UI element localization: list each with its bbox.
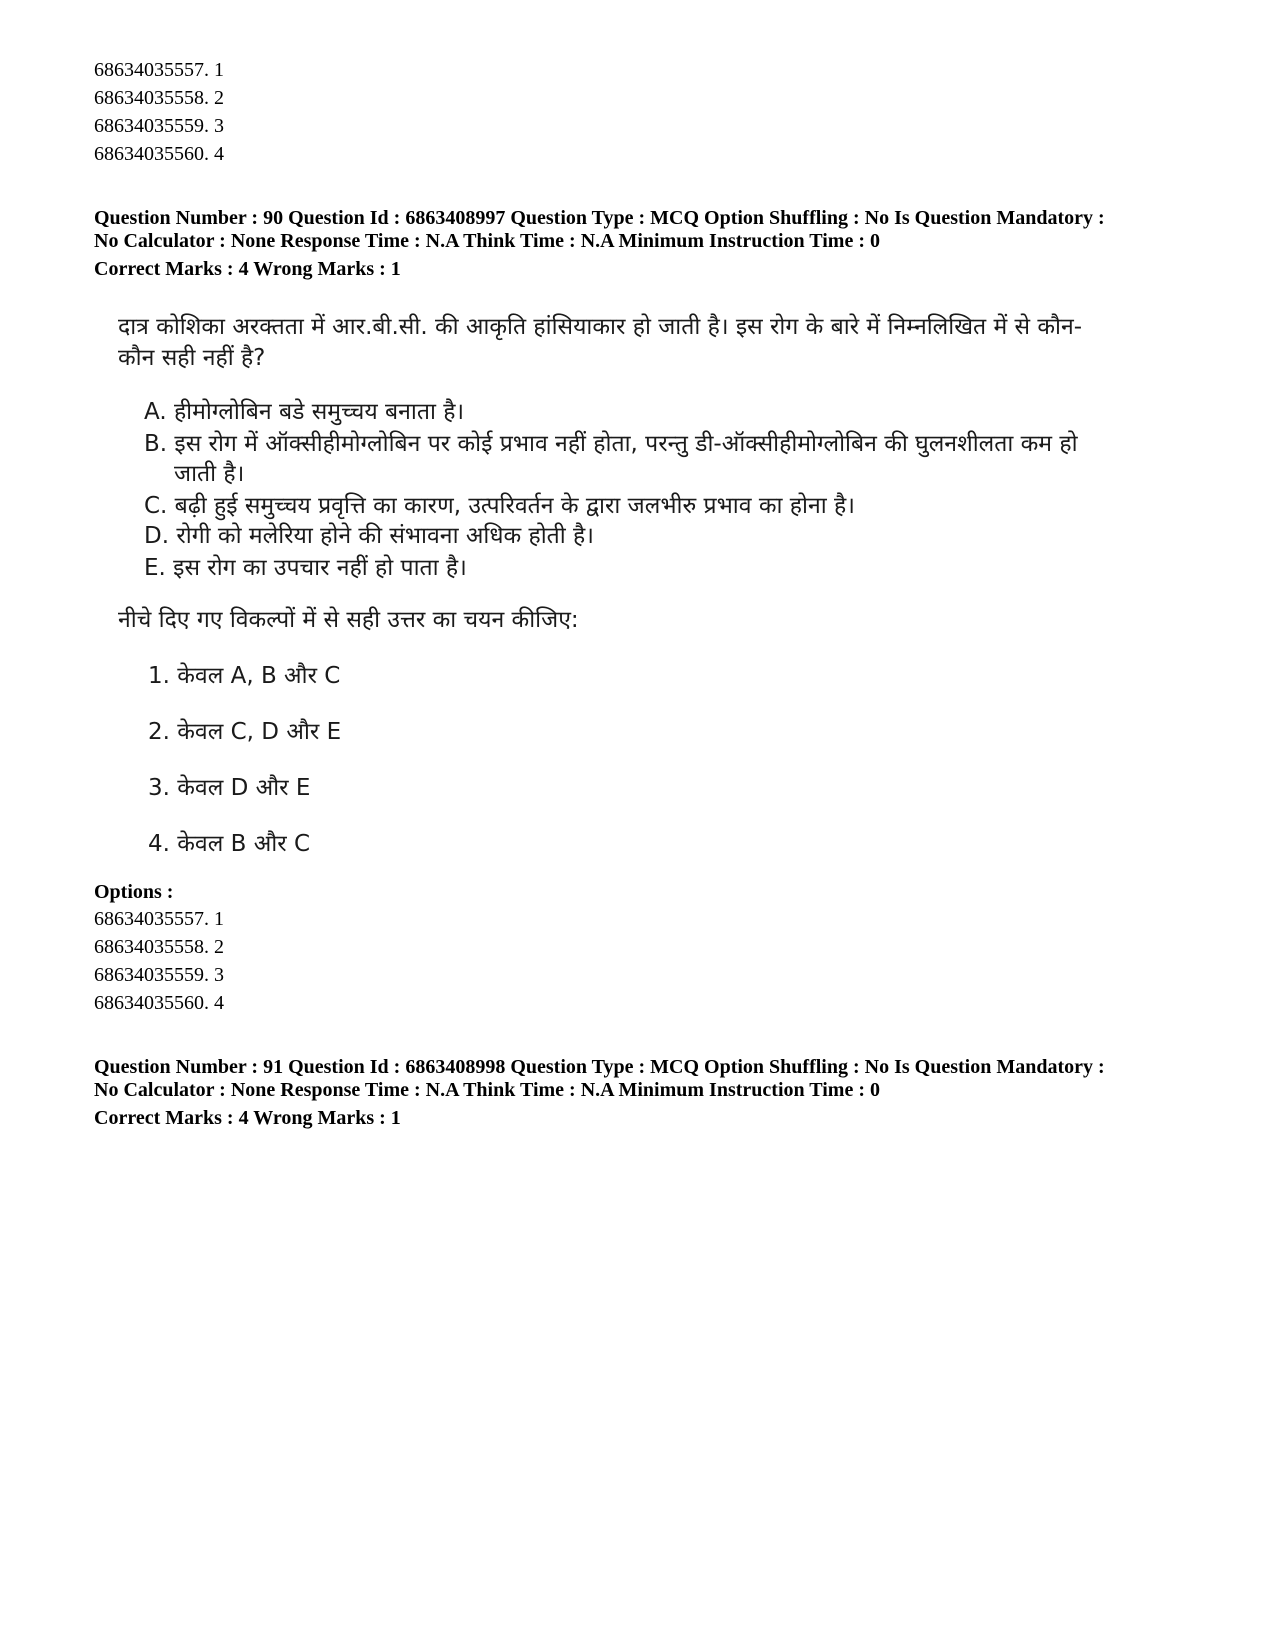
question-91-header-line1: Question Number : 91 Question Id : 6863408998 Question Type : MCQ Option Shuffling : No Is Question Mandatory :	[94, 1056, 1105, 1078]
options-label: Options :	[94, 881, 174, 903]
question-90-header-line1: Question Number : 90 Question Id : 6863408997 Question Type : MCQ Option Shuffling : No Is Question Mandatory :	[94, 207, 1105, 229]
prev-option-3: 68634035559. 3	[94, 115, 224, 137]
statement-c: C. बढ़ी हुई समुच्चय प्रवृत्ति का कारण, उत्परिवर्तन के द्वारा जलभीरु प्रभाव का होना है।	[144, 493, 855, 519]
choice-4: 4. केवल B और C	[148, 831, 311, 857]
choice-2: 2. केवल C, D और E	[148, 719, 342, 745]
question-90-header-line2: No Calculator : None Response Time : N.A Think Time : N.A Minimum Instruction Time : 0	[94, 230, 880, 252]
option-2: 68634035558. 2	[94, 936, 224, 958]
choice-3: 3. केवल D और E	[148, 775, 311, 801]
question-90-stem-line2: कौन सही नहीं है?	[118, 345, 266, 371]
statement-a: A. हीमोग्लोबिन बडे समुच्चय बनाता है।	[144, 399, 465, 425]
statement-b-line2: जाती है।	[174, 461, 245, 487]
prev-option-2: 68634035558. 2	[94, 87, 224, 109]
option-1: 68634035557. 1	[94, 908, 224, 930]
question-90-stem-line1: दात्र कोशिका अरक्तता में आर.बी.सी. की आकृति हांसियाकार हो जाती है। इस रोग के बारे में निम्नलिखित में से कौन-	[118, 314, 1083, 340]
question-90-marks: Correct Marks : 4 Wrong Marks : 1	[94, 258, 401, 280]
prev-option-1: 68634035557. 1	[94, 59, 224, 81]
choice-1: 1. केवल A, B और C	[148, 663, 341, 689]
statement-b-line1: B. इस रोग में ऑक्सीहीमोग्लोबिन पर कोई प्रभाव नहीं होता, परन्तु डी-ऑक्सीहीमोग्लोबिन की घुलनशीलता कम हो	[144, 431, 1078, 457]
question-90-instruction: नीचे दिए गए विकल्पों में से सही उत्तर का चयन कीजिए:	[118, 607, 579, 633]
statement-d: D. रोगी को मलेरिया होने की संभावना अधिक होती है।	[144, 523, 594, 549]
option-4: 68634035560. 4	[94, 992, 224, 1014]
prev-option-4: 68634035560. 4	[94, 143, 224, 165]
option-3: 68634035559. 3	[94, 964, 224, 986]
statement-e: E. इस रोग का उपचार नहीं हो पाता है।	[144, 555, 467, 581]
question-91-marks: Correct Marks : 4 Wrong Marks : 1	[94, 1107, 401, 1129]
question-91-header-line2: No Calculator : None Response Time : N.A Think Time : N.A Minimum Instruction Time : 0	[94, 1079, 880, 1101]
